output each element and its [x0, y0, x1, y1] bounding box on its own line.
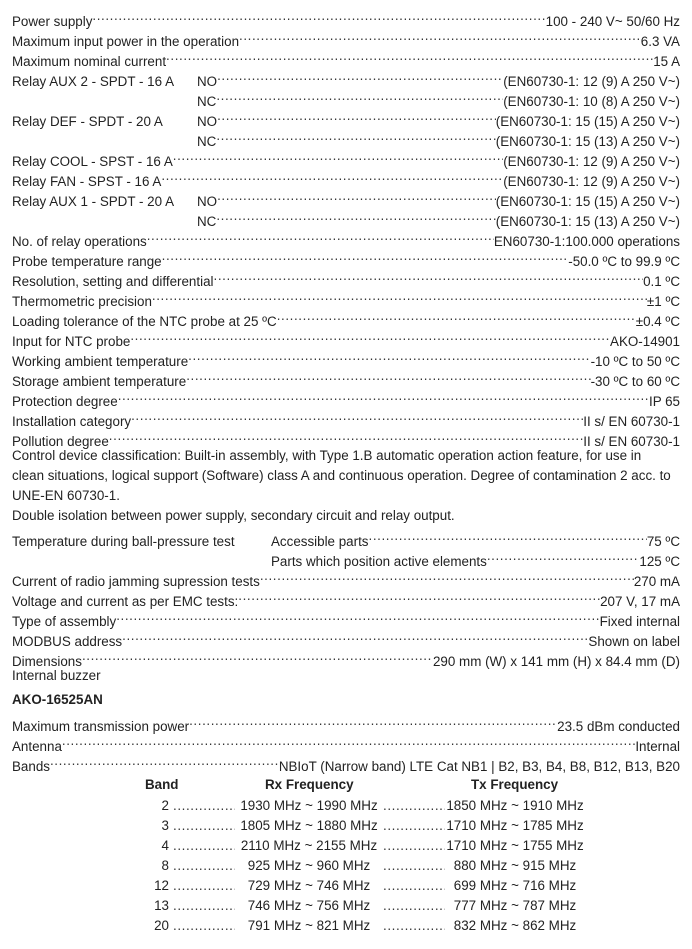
relay-row: NC ..... (EN60730-1: 15 (13) A 250 V~)	[12, 126, 680, 146]
spec-row: Pollution degree ..... II s/ EN 60730-1	[12, 426, 680, 446]
band-cell: 13	[154, 898, 169, 913]
tx-cell: 832 MHz ~ 862 MHz	[453, 918, 577, 933]
band-cell: 12	[154, 878, 169, 893]
rx-cell: 925 MHz ~ 960 MHz	[247, 858, 371, 873]
header-tx: Tx Frequency	[471, 777, 559, 792]
band-table-row	[145, 856, 605, 876]
tx-cell: 1710 MHz ~ 1785 MHz	[446, 818, 584, 833]
relay-row: NC ..... (EN60730-1: 10 (8) A 250 V~)	[12, 86, 680, 106]
relay-row: Relay AUX 1 - SPDT - 20 A NO ..... (EN60730-1: 15 (15) A 250 V~)	[12, 186, 680, 206]
spec-row: Storage ambient temperature ..... -30 ºC to 60 ºC	[12, 366, 680, 386]
rx-cell: 2110 MHz ~ 2155 MHz	[240, 838, 378, 853]
header-band: Band	[145, 777, 179, 792]
classification-text: Control device classification: Built-in assembly, with Type 1.B automatic operation action feature, for use in clean situations, logical support (Software) class A and continuous operation. Degree of contamination 2 acc. to UNE-EN 60730-1.	[12, 448, 671, 503]
spec-row: Maximum input power in the operation ..... 6.3 VA	[12, 26, 680, 46]
band-table-row	[145, 916, 605, 936]
spec-row: Power supply ..... 100 - 240 V~ 50/60 Hz	[12, 6, 680, 26]
band-cell: 20	[154, 918, 169, 933]
band-table	[145, 774, 605, 936]
spec-row: Dimensions ..... 290 mm (W) x 141 mm (H) x 84.4 mm (D)	[12, 646, 680, 666]
isolation-text: Double isolation between power supply, secondary circuit and relay output.	[12, 508, 455, 523]
spec-row: Thermometric precision ..... ±1 ºC	[12, 286, 680, 306]
ball-pressure-row: Temperature during ball-pressure test Accessible parts ..... 75 ºC	[12, 526, 680, 546]
relay-row: Relay DEF - SPDT - 20 A NO ..... (EN60730-1: 15 (15) A 250 V~)	[12, 106, 680, 126]
relay-row: Relay COOL - SPST - 16 A ..... (EN60730-1: 12 (9) A 250 V~)	[12, 146, 680, 166]
band-table-row	[145, 816, 605, 836]
ball-pressure-row: Parts which position active elements ..... 125 ºC	[12, 546, 680, 566]
tx-cell: 1710 MHz ~ 1755 MHz	[446, 838, 584, 853]
band-table-header	[145, 774, 605, 796]
spec-document	[12, 6, 680, 774]
rx-cell: 729 MHz ~ 746 MHz	[247, 878, 371, 893]
tx-cell: 880 MHz ~ 915 MHz	[453, 858, 577, 873]
tx-cell: 1850 MHz ~ 1910 MHz	[446, 798, 584, 813]
spec-row: Loading tolerance of the NTC probe at 25 ºC ..... ±0.4 ºC	[12, 306, 680, 326]
spec-row: MODBUS address ..... Shown on label	[12, 626, 680, 646]
spec-row: Antenna ..... Internal	[12, 731, 680, 751]
spec-row: Probe temperature range ..... -50.0 ºC to 99.9 ºC	[12, 246, 680, 266]
band-table-row	[145, 836, 605, 856]
buzzer-text: Internal buzzer	[12, 668, 101, 683]
rx-cell: 1805 MHz ~ 1880 MHz	[240, 818, 378, 833]
spec-row: Working ambient temperature ..... -10 ºC to 50 ºC	[12, 346, 680, 366]
model-heading: AKO-16525AN	[12, 692, 103, 707]
band-cell: 8	[161, 858, 169, 873]
spec-row: Installation category ..... II s/ EN 60730-1	[12, 406, 680, 426]
spec-row: Voltage and current as per EMC tests: ..... 207 V, 17 mA	[12, 586, 680, 606]
spec-row: Type of assembly ..... Fixed internal	[12, 606, 680, 626]
rx-cell: 1930 MHz ~ 1990 MHz	[240, 798, 378, 813]
tx-cell: 777 MHz ~ 787 MHz	[453, 898, 577, 913]
band-table-row	[145, 896, 605, 916]
spec-row: Current of radio jamming supression tests ..... 270 mA	[12, 566, 680, 586]
header-rx: Rx Frequency	[265, 777, 354, 792]
tx-cell: 699 MHz ~ 716 MHz	[453, 878, 577, 893]
spec-row: No. of relay operations ..... EN60730-1:100.000 operations	[12, 226, 680, 246]
rx-cell: 791 MHz ~ 821 MHz	[247, 918, 371, 933]
spec-row: Maximum nominal current ..... 15 A	[12, 46, 680, 66]
rx-cell: 746 MHz ~ 756 MHz	[247, 898, 371, 913]
spec-row: Protection degree ..... IP 65	[12, 386, 680, 406]
spec-row: Resolution, setting and differential ..... 0.1 ºC	[12, 266, 680, 286]
band-cell: 4	[161, 838, 169, 853]
spec-row: Bands ..... NBIoT (Narrow band) LTE Cat NB1 | B2, B3, B4, B8, B12, B13, B20	[12, 751, 680, 771]
relay-row: NC ..... (EN60730-1: 15 (13) A 250 V~)	[12, 206, 680, 226]
relay-row: Relay AUX 2 - SPDT - 16 A NO ..... (EN60730-1: 12 (9) A 250 V~)	[12, 66, 680, 86]
band-table-row	[145, 796, 605, 816]
spec-row: Input for NTC probe ..... AKO-14901	[12, 326, 680, 346]
relay-row: Relay FAN - SPST - 16 A ..... (EN60730-1: 12 (9) A 250 V~)	[12, 166, 680, 186]
band-cell: 2	[161, 798, 169, 813]
band-cell: 3	[161, 818, 169, 833]
band-table-row	[145, 876, 605, 896]
spec-row: Maximum transmission power ..... 23.5 dBm conducted	[12, 711, 680, 731]
